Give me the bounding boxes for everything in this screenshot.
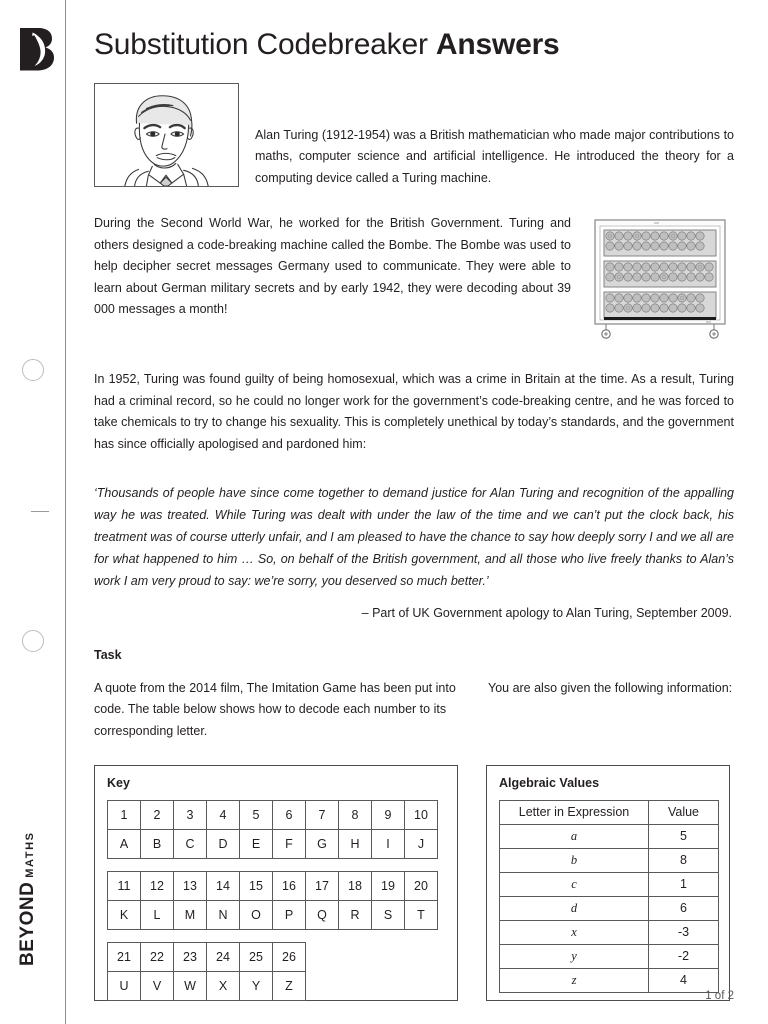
hole-punch-bottom-icon	[22, 630, 44, 652]
algebraic-letter-cell: d	[500, 896, 649, 920]
table-row	[108, 971, 306, 1000]
key-letter-cell: B	[141, 829, 174, 858]
key-number-cell: 9	[372, 800, 405, 829]
government-apology-quote: ‘Thousands of people have since come together to demand justice for Alan Turing and recognition of the appalling way he was treated. While Turing was dealt with under the law of the time and we can’t put the clock back, his treatment was of course utterly unfair, and I am pleased to have the chance to say how deeply sorry I and we all are for what happened to him … So, on behalf of the British government, and all those who live freely thanks to Alan’s work I am very proud to say: we’re sorry, you deserved so much better.’	[94, 486, 734, 589]
key-number-cell: 3	[174, 800, 207, 829]
key-letter-cell: T	[405, 900, 438, 929]
table-row	[108, 942, 306, 971]
bombe-section	[94, 213, 734, 343]
key-row-group-3	[107, 942, 445, 1001]
key-number-cell: 20	[405, 871, 438, 900]
algebraic-letter-cell: x	[500, 920, 649, 944]
algebraic-letter-cell: b	[500, 848, 649, 872]
key-number-cell: 24	[207, 942, 240, 971]
key-number-cell: 18	[339, 871, 372, 900]
brand-subject: MATHS	[24, 831, 36, 878]
algebraic-value-cell: 5	[649, 824, 719, 848]
page-title-bold: Answers	[435, 28, 560, 61]
key-box	[94, 765, 458, 1001]
key-number-cell: 12	[141, 871, 174, 900]
key-number-cell: 21	[108, 942, 141, 971]
hole-punch-top-icon	[22, 359, 44, 381]
beyond-b-logo-icon	[16, 25, 58, 73]
key-number-cell: 5	[240, 800, 273, 829]
key-letter-cell: M	[174, 900, 207, 929]
key-letter-cell: P	[273, 900, 306, 929]
table-row	[500, 896, 719, 920]
bombe-paragraph: During the Second World War, he worked for the British Government. Turing and others designed a code-breaking machine called the Bombe. The Bombe was used to help decipher secret messages Germany used to communicate. They were able to learn about German military secrets and by early 1942, they were decoding about 39 000 messages a month!	[94, 216, 571, 317]
key-letter-cell: K	[108, 900, 141, 929]
key-letter-cell: W	[174, 971, 207, 1000]
beyond-maths-branding	[17, 786, 39, 966]
key-letter-cell: I	[372, 829, 405, 858]
intro-section	[94, 83, 734, 190]
table-row	[108, 829, 438, 858]
algebraic-value-cell: 4	[649, 968, 719, 992]
key-number-cell: 4	[207, 800, 240, 829]
table-row	[500, 968, 719, 992]
algebraic-values-table	[499, 800, 719, 993]
algebraic-letter-cell: y	[500, 944, 649, 968]
page-number-footer: 1 of 2	[705, 990, 734, 1002]
key-letter-cell: V	[141, 971, 174, 1000]
key-number-cell: 8	[339, 800, 372, 829]
key-number-cell: 26	[273, 942, 306, 971]
margin-divider-line	[65, 0, 66, 1024]
key-number-cell: 15	[240, 871, 273, 900]
key-letter-cell: G	[306, 829, 339, 858]
algebraic-value-cell: 1	[649, 872, 719, 896]
task-right-text: You are also given the following information:	[488, 680, 733, 695]
key-letter-cell: Y	[240, 971, 273, 1000]
key-box-title: Key	[107, 775, 130, 790]
alan-turing-portrait-image	[94, 83, 239, 187]
key-letter-cell: S	[372, 900, 405, 929]
bombe-machine-image	[586, 213, 734, 341]
key-table-2	[107, 871, 438, 930]
key-letter-cell: O	[240, 900, 273, 929]
key-letter-cell: Q	[306, 900, 339, 929]
key-row-group-2	[107, 871, 445, 930]
key-letter-cell: D	[207, 829, 240, 858]
algebraic-letter-cell: c	[500, 872, 649, 896]
table-row	[500, 824, 719, 848]
key-number-cell: 6	[273, 800, 306, 829]
key-number-cell: 14	[207, 871, 240, 900]
algebraic-value-cell: 6	[649, 896, 719, 920]
quote-attribution: – Part of UK Government apology to Alan Turing, September 2009.	[361, 606, 732, 621]
table-row	[500, 848, 719, 872]
key-number-cell: 2	[141, 800, 174, 829]
paragraph-1952: In 1952, Turing was found guilty of being homosexual, which was a crime in Britain at the time. As a result, Turing had a criminal record, so he could no longer work for the government’s code-breaking centre, and he was forced to take chemicals to try to change his sexuality. This is completely unethical by today’s standards, and the government has since officially apologised and pardoned him:	[94, 372, 734, 451]
key-letter-cell: H	[339, 829, 372, 858]
key-number-cell: 7	[306, 800, 339, 829]
algebraic-value-cell: 8	[649, 848, 719, 872]
key-table-3	[107, 942, 306, 1001]
key-letter-cell: N	[207, 900, 240, 929]
table-row	[108, 871, 438, 900]
key-letter-cell: A	[108, 829, 141, 858]
table-row	[500, 944, 719, 968]
key-letter-cell: X	[207, 971, 240, 1000]
key-number-cell: 23	[174, 942, 207, 971]
key-number-cell: 11	[108, 871, 141, 900]
table-row	[108, 800, 438, 829]
algebraic-value-cell: -3	[649, 920, 719, 944]
column-header-value: Value	[649, 800, 719, 824]
key-letter-cell: C	[174, 829, 207, 858]
task-heading: Task	[94, 648, 122, 663]
key-row-group-1	[107, 800, 445, 859]
key-letter-cell: E	[240, 829, 273, 858]
task-columns	[94, 665, 734, 755]
document-content	[94, 0, 734, 1001]
key-number-cell: 17	[306, 871, 339, 900]
page-title-regular: Substitution Codebreaker	[94, 28, 436, 61]
algebraic-letter-cell: a	[500, 824, 649, 848]
page-title	[94, 28, 734, 63]
key-number-cell: 25	[240, 942, 273, 971]
table-row	[500, 920, 719, 944]
algebraic-values-box	[486, 765, 730, 1001]
table-row	[500, 872, 719, 896]
algebraic-letter-cell: z	[500, 968, 649, 992]
task-left-column	[94, 665, 488, 755]
margin-dash-mark	[31, 511, 49, 512]
key-letter-cell: L	[141, 900, 174, 929]
algebraic-box-title: Algebraic Values	[499, 775, 600, 790]
key-letter-cell: J	[405, 829, 438, 858]
key-number-cell: 16	[273, 871, 306, 900]
table-header-row	[500, 800, 719, 824]
key-letter-cell: U	[108, 971, 141, 1000]
key-number-cell: 1	[108, 800, 141, 829]
task-right-column	[488, 665, 734, 755]
table-row	[108, 900, 438, 929]
key-letter-cell: F	[273, 829, 306, 858]
column-header-letter: Letter in Expression	[500, 800, 649, 824]
key-number-cell: 19	[372, 871, 405, 900]
key-table-1	[107, 800, 438, 859]
intro-paragraph: Alan Turing (1912-1954) was a British mathematician who made major contributions to maths, computer science and artificial intelligence. He introduced the theory for a computing device called a Turing machine.	[255, 127, 734, 185]
left-margin-rail	[0, 0, 66, 1024]
key-number-cell: 10	[405, 800, 438, 829]
key-letter-cell: Z	[273, 971, 306, 1000]
brand-name: BEYOND	[17, 881, 38, 966]
reference-boxes	[94, 765, 734, 1001]
task-left-text: A quote from the 2014 film, The Imitation Game has been put into code. The table below shows how to decode each number to its corresponding letter.	[94, 680, 456, 738]
algebraic-value-cell: -2	[649, 944, 719, 968]
key-number-cell: 13	[174, 871, 207, 900]
key-letter-cell: R	[339, 900, 372, 929]
key-number-cell: 22	[141, 942, 174, 971]
